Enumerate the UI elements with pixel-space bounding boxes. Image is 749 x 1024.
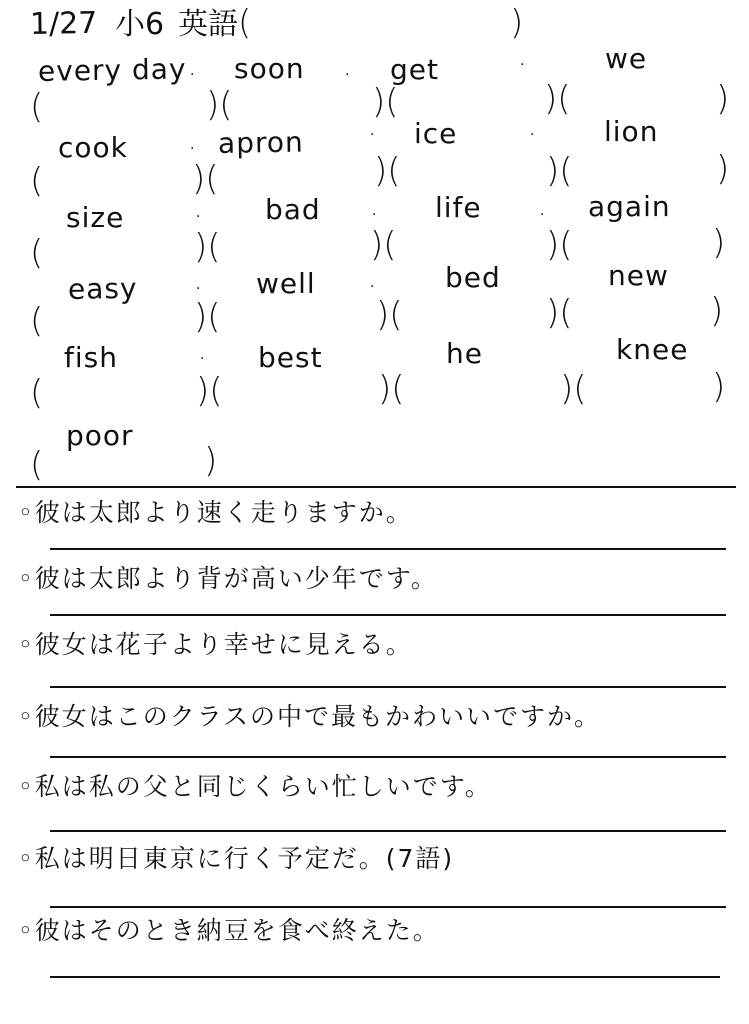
vocab-word: apron [217, 125, 304, 160]
answer-paren-open: ( [30, 161, 44, 201]
vocab-word: size [66, 201, 125, 234]
answer-paren-close: ) [712, 367, 726, 407]
vocab-word: soon [234, 52, 305, 85]
answer-paren-close: ) [716, 149, 730, 189]
answer-paren-boundary: )( [194, 227, 221, 267]
vocab-word: lion [604, 115, 659, 148]
answer-paren-boundary: )( [192, 159, 219, 199]
answer-paren-boundary: )( [560, 369, 587, 409]
separator-dot: · [370, 279, 375, 295]
vocab-word: easy [67, 271, 138, 306]
answer-paren-boundary: )( [372, 82, 399, 122]
vocab-word: every day [37, 52, 187, 88]
answer-paren-boundary: )( [370, 225, 397, 265]
sentence-prompt: ◦彼は太郎より速く走りますか。 [18, 498, 413, 527]
vocab-word: best [258, 341, 323, 374]
answer-paren-boundary: )( [546, 293, 573, 333]
answer-paren-boundary: )( [546, 225, 573, 265]
answer-paren-open: ( [30, 87, 44, 127]
answer-paren-close: ) [716, 79, 730, 119]
answer-line [50, 614, 726, 616]
name-paren-open: ( [238, 3, 252, 43]
sentence-prompt: ◦彼はそのとき納豆を食べ終えた。 [18, 916, 440, 945]
separator-dot: · [370, 127, 375, 143]
vocab-word: we [605, 42, 648, 75]
vocab-word: he [446, 337, 483, 370]
vocab-word: bad [265, 193, 321, 226]
answer-paren-close: ) [204, 441, 218, 481]
sentence-prompt: ◦私は私の父と同じくらい忙しいです。 [18, 772, 492, 801]
answer-paren-open: ( [30, 373, 44, 413]
answer-line [50, 756, 726, 758]
separator-dot: · [196, 281, 201, 297]
vocab-word: well [256, 267, 316, 300]
answer-line [50, 686, 726, 688]
vocab-word: get [390, 53, 439, 86]
vocab-word: bed [445, 261, 501, 294]
answer-paren-open: ( [30, 445, 44, 485]
grade: 小6 [115, 7, 165, 42]
answer-paren-boundary: )( [544, 79, 571, 119]
vocab-word: again [588, 190, 671, 223]
answer-paren-boundary: )( [376, 295, 403, 335]
answer-paren-open: ( [30, 233, 44, 273]
answer-paren-boundary: )( [546, 151, 573, 191]
answer-paren-open: ( [30, 301, 44, 341]
name-paren-close: ) [510, 3, 524, 43]
separator-dot: · [345, 67, 350, 83]
separator-dot: · [190, 67, 195, 83]
separator-dot: · [530, 127, 535, 143]
vocab-word: fish [64, 341, 118, 374]
sentence-prompt: ◦彼は太郎より背が高い少年です。 [18, 564, 438, 593]
sentence-prompt: ◦彼女はこのクラスの中で最もかわいいですか。 [18, 702, 601, 731]
date: 1/27 [29, 5, 98, 42]
sentence-prompt: ◦彼女は花子より幸せに見える。 [18, 630, 413, 659]
answer-paren-boundary: )( [378, 369, 405, 409]
separator-dot: · [200, 351, 205, 367]
separator-dot: · [372, 207, 377, 223]
subject: 英語 [178, 7, 238, 42]
vocab-word: cook [58, 131, 128, 164]
vocab-word: life [435, 191, 482, 224]
answer-paren-close: ) [710, 291, 724, 331]
sentence-prompt: ◦私は明日東京に行く予定だ。(7語) [18, 844, 455, 873]
answer-paren-boundary: )( [206, 85, 233, 125]
answer-paren-close: ) [712, 223, 726, 263]
answer-paren-boundary: )( [194, 297, 221, 337]
vocab-word: ice [414, 117, 458, 150]
answer-line [50, 906, 726, 908]
vocab-word: new [608, 259, 669, 292]
answer-line [50, 830, 726, 832]
separator-dot: · [520, 57, 525, 73]
separator-dot: · [196, 209, 201, 225]
answer-paren-boundary: )( [374, 151, 401, 191]
separator-dot: · [190, 141, 195, 157]
answer-paren-boundary: )( [196, 371, 223, 411]
answer-line [50, 548, 726, 550]
separator-dot: · [540, 207, 545, 223]
vocab-word: knee [616, 333, 689, 366]
section-divider [16, 486, 736, 488]
answer-line [50, 976, 720, 978]
vocab-word: poor [66, 419, 134, 452]
